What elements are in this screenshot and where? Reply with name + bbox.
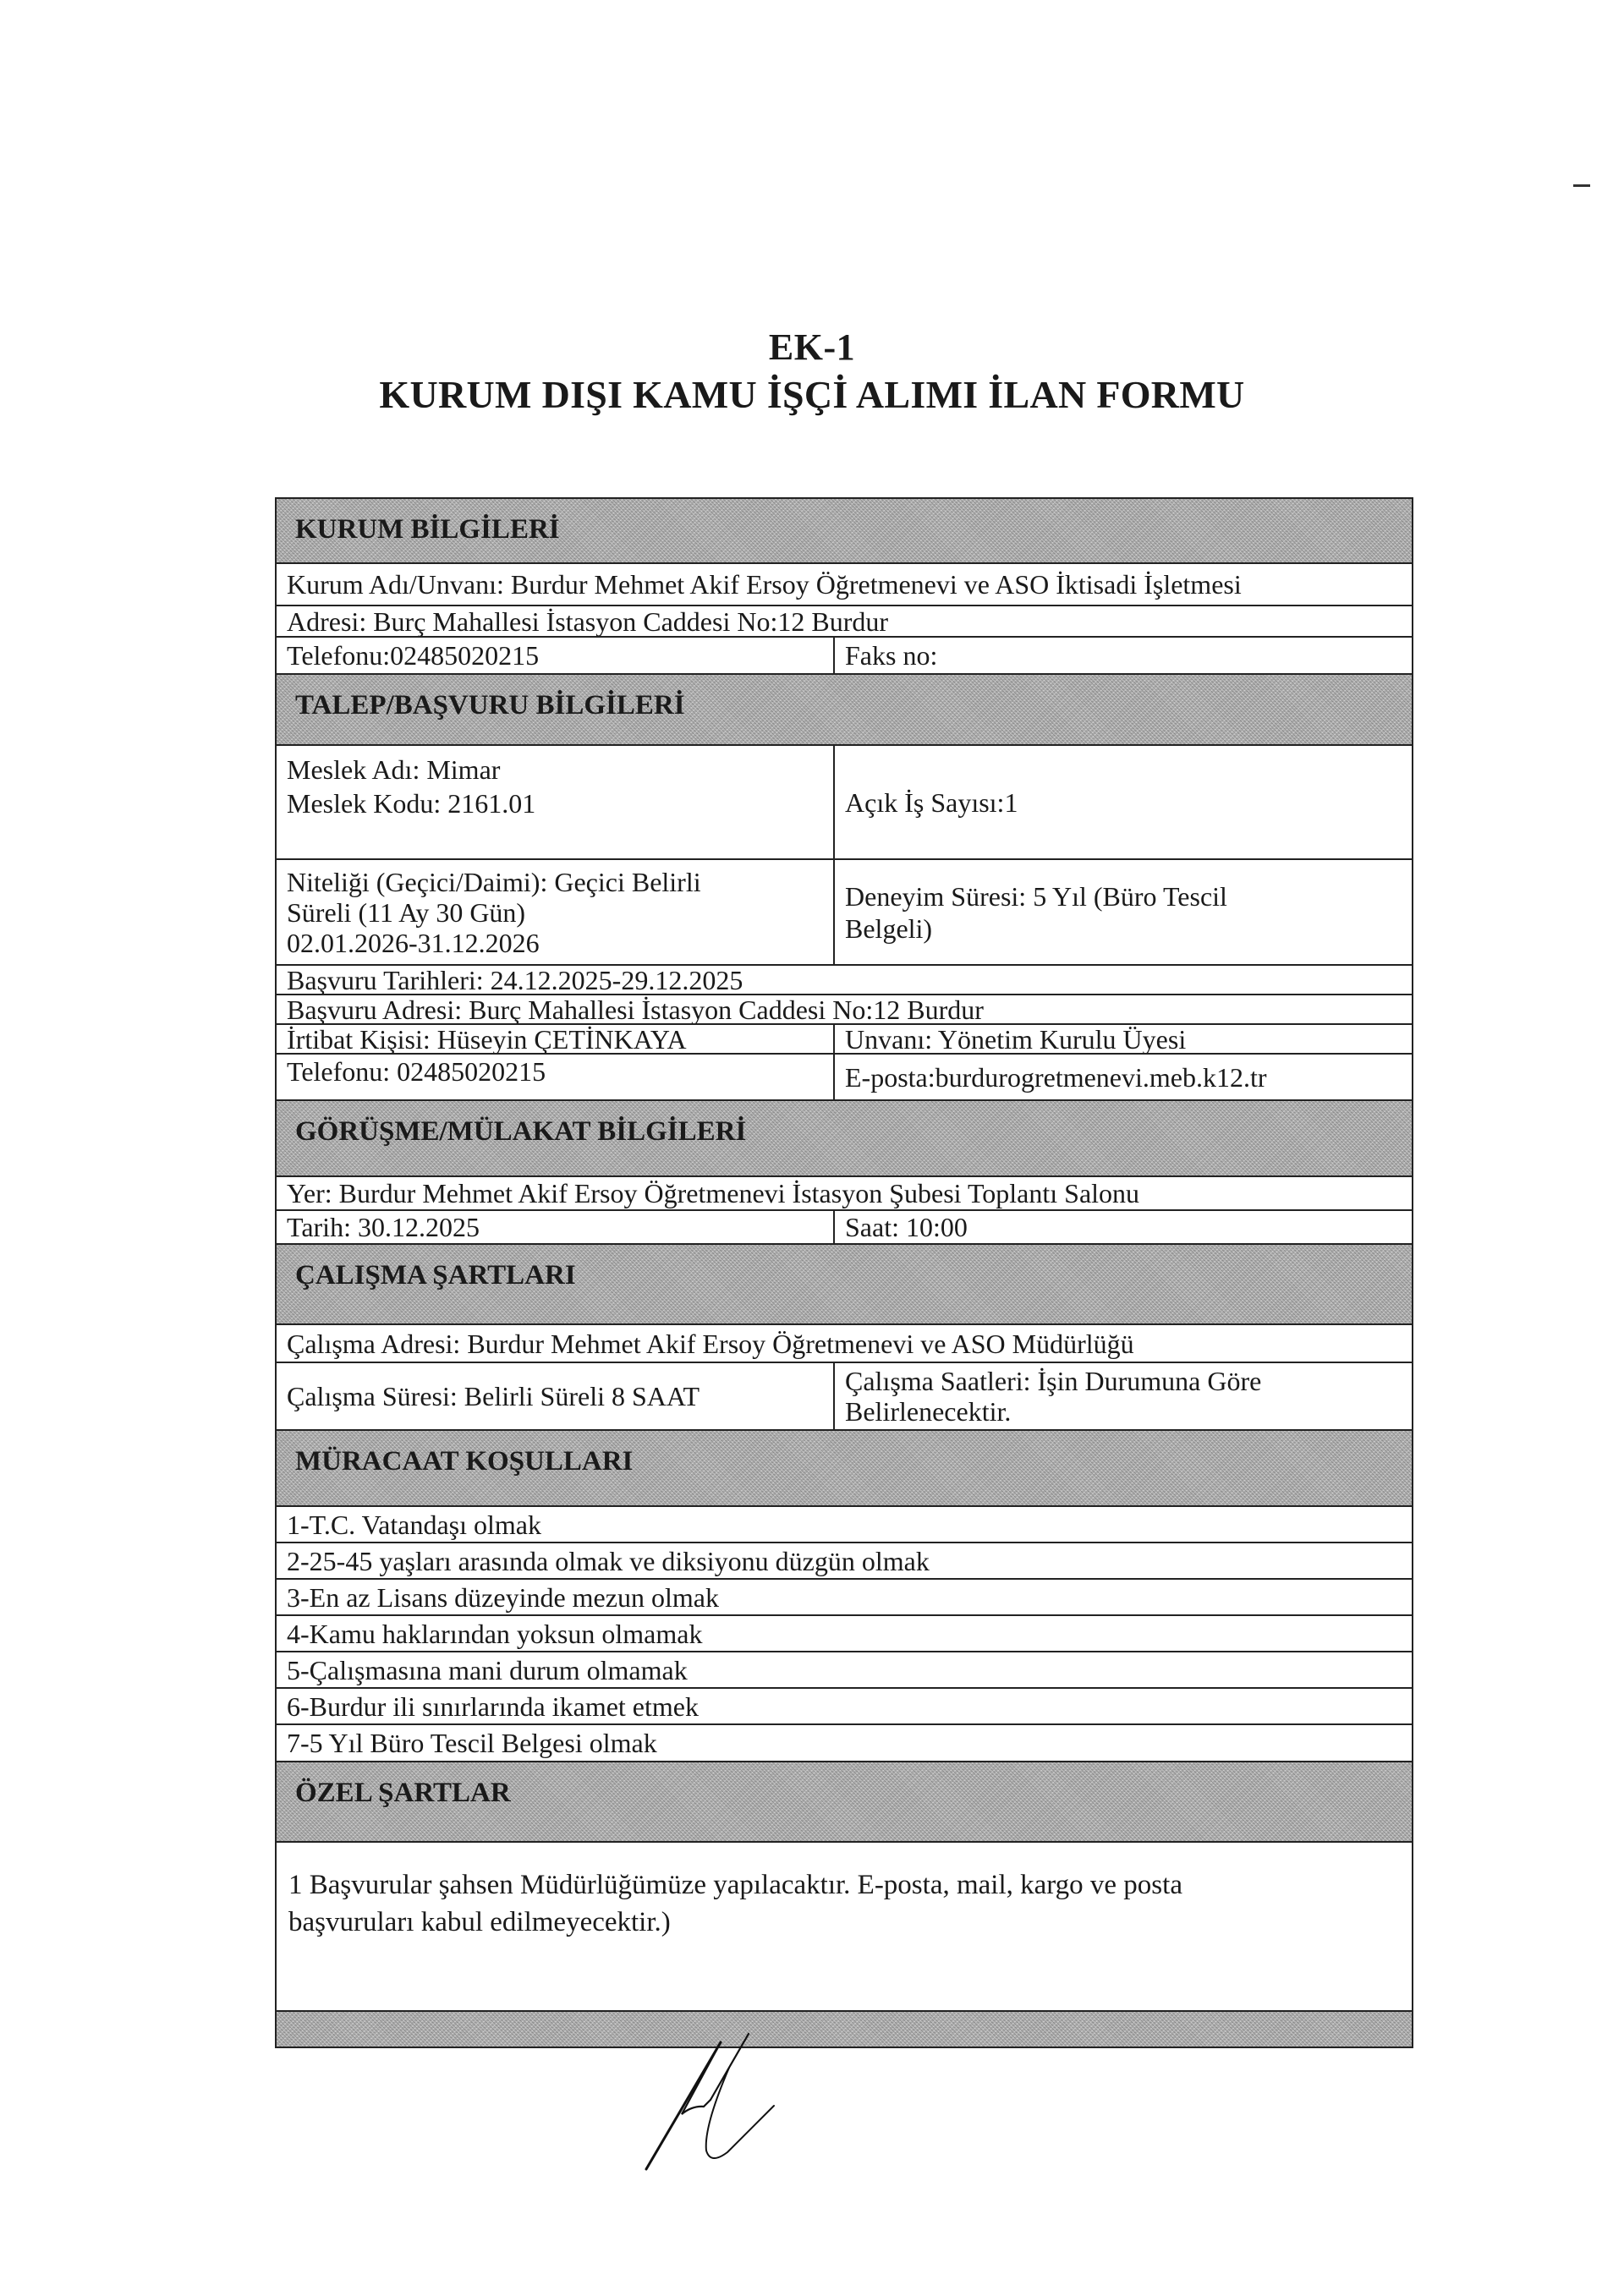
gorusme-saat-field: Saat: 10:00	[845, 1212, 968, 1242]
gorusme-yer-field: Yer: Burdur Mehmet Akif Ersoy Öğretmenevi İstasyon Şubesi Toplantı Salonu	[287, 1178, 1140, 1208]
basvuru-tarihleri-field: Başvuru Tarihleri: 24.12.2025-29.12.2025	[287, 964, 743, 995]
condition-text: 6-Burdur ili sınırlarında ikamet etmek	[287, 1690, 699, 1722]
row-kurum-telefon	[277, 636, 1412, 673]
condition-item	[277, 1651, 1412, 1687]
scan-artifact	[1573, 184, 1590, 187]
deneyim-cell	[835, 860, 1412, 964]
deneyim-line: Belgeli)	[845, 912, 933, 944]
row-kurum-adi	[277, 562, 1412, 605]
row-gorusme-yer	[277, 1175, 1412, 1209]
basvuru-adresi-field: Başvuru Adresi: Burç Mahallesi İstasyon Caddesi No:12 Burdur	[287, 994, 984, 1025]
section-title: GÖRÜŞME/MÜLAKAT BİLGİLERİ	[295, 1116, 747, 1147]
section-title: ÇALIŞMA ŞARTLARI	[295, 1260, 576, 1290]
kurum-adres-field: Adresi: Burç Mahallesi İstasyon Caddesi No:12 Burdur	[287, 606, 888, 637]
announcement-form-table	[275, 497, 1413, 2048]
section-header-calisma	[277, 1243, 1412, 1323]
condition-item	[277, 1542, 1412, 1578]
annex-label: EK-1	[768, 326, 856, 368]
calisma-sure-field: Çalışma Süresi: Belirli Süreli 8 SAAT	[277, 1363, 835, 1429]
talep-telefon-field: Telefonu: 02485020215	[277, 1055, 835, 1099]
row-basvuru-tarihleri	[277, 964, 1412, 994]
handwritten-signature-icon	[643, 2025, 787, 2173]
row-calisma-sure	[277, 1362, 1412, 1429]
row-gorusme-zaman	[277, 1209, 1412, 1243]
row-meslek	[277, 744, 1412, 858]
section-header-kurum	[277, 497, 1412, 562]
acik-is-sayisi-field: Açık İş Sayısı:1	[845, 786, 1018, 818]
calisma-saatleri-line: Belirlenecektir.	[845, 1396, 1012, 1427]
calisma-saatleri-line: Çalışma Saatleri: İşin Durumuna Göre	[845, 1366, 1262, 1396]
condition-item	[277, 1723, 1412, 1761]
gorusme-tarih-field: Tarih: 30.12.2025	[277, 1211, 835, 1243]
condition-text: 1-T.C. Vatandaşı olmak	[287, 1509, 541, 1540]
kurum-faks-field: Faks no:	[845, 640, 938, 671]
form-title: KURUM DIŞI KAMU İŞÇİ ALIMI İLAN FORMU	[379, 373, 1245, 416]
kurum-telefon-field: Telefonu:02485020215	[277, 638, 835, 673]
meslek-adi-field: Meslek Adı: Mimar	[287, 754, 501, 785]
row-kurum-adres	[277, 605, 1412, 636]
eposta-field: E-posta:burdurogretmenevi.meb.k12.tr	[845, 1061, 1267, 1093]
section-header-muracaat	[277, 1429, 1412, 1505]
condition-text: 2-25-45 yaşları arasında olmak ve diksiyonu düzgün olmak	[287, 1545, 930, 1576]
niteligi-cell	[277, 860, 835, 964]
unvan-field: Unvanı: Yönetim Kurulu Üyesi	[845, 1023, 1187, 1055]
meslek-kodu-field: Meslek Kodu: 2161.01	[287, 788, 536, 819]
meslek-cell	[277, 746, 835, 858]
section-title: MÜRACAAT KOŞULLARI	[295, 1446, 634, 1477]
kurum-adi-field: Kurum Adı/Unvanı: Burdur Mehmet Akif Ersoy Öğretmenevi ve ASO İktisadi İşletmesi	[287, 569, 1242, 600]
condition-text: 5-Çalışmasına mani durum olmamak	[287, 1654, 688, 1685]
row-talep-iletisim	[277, 1053, 1412, 1099]
niteligi-line: Niteliği (Geçici/Daimi): Geçici Belirli	[287, 866, 701, 897]
calisma-adres-field: Çalışma Adresi: Burdur Mehmet Akif Ersoy Öğretmenevi ve ASO Müdürlüğü	[287, 1328, 1134, 1359]
niteligi-dates: 02.01.2026-31.12.2026	[287, 927, 540, 958]
section-title: ÖZEL ŞARTLAR	[295, 1778, 511, 1808]
ozel-sartlar-line: başvuruları kabul edilmeyecektir.)	[288, 1907, 671, 1937]
condition-text: 7-5 Yıl Büro Tescil Belgesi olmak	[287, 1728, 657, 1758]
row-basvuru-adresi	[277, 994, 1412, 1023]
condition-text: 3-En az Lisans düzeyinde mezun olmak	[287, 1581, 719, 1613]
row-ozel-sartlar	[277, 1841, 1412, 2010]
section-header-talep	[277, 673, 1412, 744]
condition-item	[277, 1614, 1412, 1651]
section-header-ozel	[277, 1761, 1412, 1841]
condition-item	[277, 1578, 1412, 1614]
section-title: KURUM BİLGİLERİ	[295, 514, 560, 545]
ozel-sartlar-text	[277, 1843, 1412, 2010]
irtibat-kisisi-field: İrtibat Kişisi: Hüseyin ÇETİNKAYA	[277, 1025, 835, 1053]
deneyim-line: Deneyim Süresi: 5 Yıl (Büro Tescil	[845, 880, 1227, 912]
row-niteligi	[277, 858, 1412, 964]
section-title: TALEP/BAŞVURU BİLGİLERİ	[295, 690, 685, 721]
calisma-saatleri-cell	[835, 1363, 1412, 1429]
row-irtibat	[277, 1023, 1412, 1053]
row-calisma-adres	[277, 1323, 1412, 1362]
condition-text: 4-Kamu haklarından yoksun olmamak	[287, 1618, 703, 1649]
condition-item	[277, 1687, 1412, 1723]
ozel-sartlar-line: 1 Başvurular şahsen Müdürlüğümüze yapılacaktır. E-posta, mail, kargo ve posta	[288, 1870, 1182, 1900]
section-header-gorusme	[277, 1099, 1412, 1175]
niteligi-line: Süreli (11 Ay 30 Gün)	[287, 896, 526, 928]
condition-item	[277, 1505, 1412, 1542]
footer-band	[277, 2010, 1412, 2048]
